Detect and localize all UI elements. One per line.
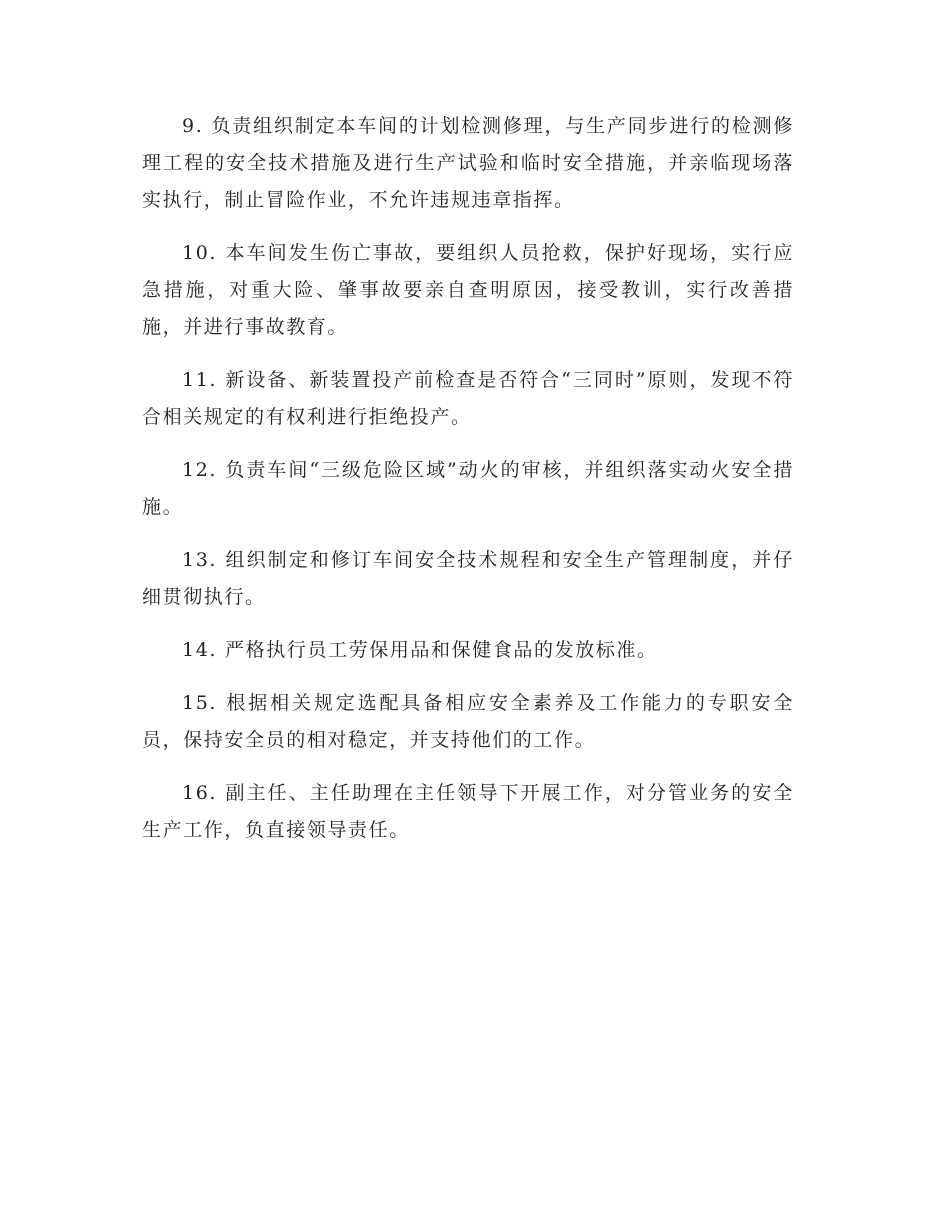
paragraph-number: 9.	[182, 115, 204, 137]
paragraph-text: 根据相关规定选配具备相应安全素养及工作能力的专职安全员，保持安全员的相对稳定，并支持他们的工作。	[142, 692, 794, 751]
paragraph-12	[142, 452, 794, 526]
paragraph-number: 12.	[182, 459, 218, 481]
paragraph-text: 负责车间“三级危险区域”动火的审核，并组织落实动火安全措施。	[142, 459, 794, 518]
paragraph-text: 负责组织制定本车间的计划检测修理，与生产同步进行的检测修理工程的安全技术措施及进行生产试验和临时安全措施，并亲临现场落实执行，制止冒险作业，不允许违规违章指挥。	[142, 115, 794, 211]
paragraph-16	[142, 775, 794, 849]
document-body	[142, 108, 794, 865]
paragraph-number: 16.	[182, 782, 218, 804]
paragraph-13	[142, 542, 794, 616]
paragraph-10	[142, 235, 794, 346]
paragraph-text: 新设备、新装置投产前检查是否符合“三同时”原则，发现不符合相关规定的有权利进行拒绝投产。	[142, 369, 794, 428]
paragraph-11	[142, 362, 794, 436]
paragraph-number: 13.	[182, 549, 218, 571]
paragraph-14	[142, 632, 794, 669]
paragraph-number: 11.	[182, 369, 218, 391]
paragraph-15	[142, 685, 794, 759]
paragraph-number: 14.	[182, 639, 218, 661]
paragraph-text: 副主任、主任助理在主任领导下开展工作，对分管业务的安全生产工作，负直接领导责任。	[142, 782, 794, 841]
paragraph-9	[142, 108, 794, 219]
paragraph-text: 组织制定和修订车间安全技术规程和安全生产管理制度，并仔细贯彻执行。	[142, 549, 794, 608]
paragraph-text: 本车间发生伤亡事故，要组织人员抢救，保护好现场，实行应急措施，对重大险、肇事故要亲自查明原因，接受教训，实行改善措施，并进行事故教育。	[142, 242, 794, 338]
paragraph-number: 15.	[182, 692, 218, 714]
paragraph-number: 10.	[182, 242, 218, 264]
paragraph-text: 严格执行员工劳保用品和保健食品的发放标准。	[225, 639, 658, 661]
